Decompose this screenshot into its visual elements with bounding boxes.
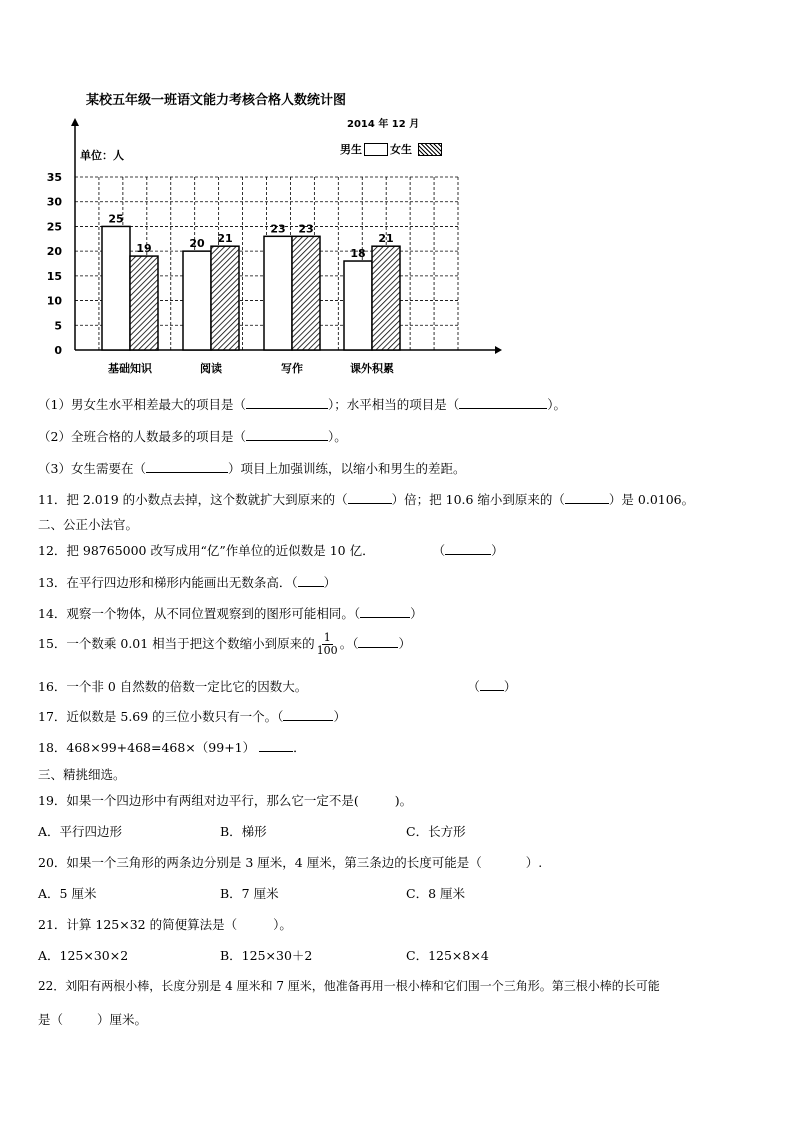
- bar-girls-3: [292, 236, 320, 350]
- answer-blank[interactable]: [246, 396, 328, 409]
- question-16: 16．一个非 0 自然数的倍数一定比它的因数大。 （ ）: [38, 679, 517, 694]
- y-tick-label: 35: [46, 171, 62, 184]
- x-tick-label: 写作: [281, 362, 303, 375]
- question-15: 15．一个数乘 0.01 相当于把这个数缩小到原来的 $\frac{1}{100}$ 。（ ）: [38, 631, 411, 657]
- bar-boys-1: [102, 226, 130, 350]
- bar-boys-4: [344, 261, 372, 350]
- data-label: 21: [378, 232, 394, 246]
- answer-blank[interactable]: [146, 460, 228, 473]
- question-11: 11．把 2.019 的小数点去掉，这个数就扩大到原来的（ ）倍；把 10.6 缩小到原来的（ ）是 0.0106。: [38, 492, 695, 507]
- option-b[interactable]: B．7 厘米: [220, 886, 279, 901]
- legend-label-boys: 男生: [340, 143, 362, 156]
- question-20: 20．如果一个三角形的两条边分别是 3 厘米，4 厘米，第三条边的长度可能是（ ）.: [38, 855, 543, 870]
- chart-unit-label: 单位：人: [80, 149, 124, 162]
- answer-blank[interactable]: [259, 739, 293, 752]
- option-b[interactable]: B．125×30＋2: [220, 948, 313, 963]
- data-label: 18: [350, 247, 366, 261]
- data-label: 20: [189, 237, 205, 251]
- question-18: 18．468×99+468=468×（99+1） ．: [38, 740, 306, 755]
- bar-chart: [40, 80, 520, 380]
- chart-canvas: [40, 80, 520, 380]
- y-tick-label: 5: [54, 319, 62, 333]
- y-tick-label: 30: [46, 195, 62, 209]
- option-c[interactable]: C．长方形: [406, 824, 466, 839]
- answer-blank[interactable]: [445, 542, 491, 555]
- y-tick-label: 25: [46, 220, 62, 234]
- question-2: （2）全班合格的人数最多的项目是（ ）。: [38, 429, 347, 444]
- data-label: 19: [136, 242, 152, 256]
- bar-boys-2: [183, 251, 211, 350]
- answer-blank[interactable]: [360, 605, 410, 618]
- answer-blank[interactable]: [298, 574, 324, 587]
- section-2-heading: 二、公正小法官。: [38, 517, 139, 532]
- legend-label-girls: 女生: [390, 143, 412, 156]
- fraction-one-hundredth: $\frac{1}{100}$: [316, 631, 338, 657]
- answer-blank[interactable]: [480, 678, 504, 691]
- x-axis-arrow: [495, 346, 502, 354]
- data-label: 23: [298, 222, 314, 236]
- answer-blank[interactable]: [358, 635, 398, 648]
- option-c[interactable]: C．8 厘米: [406, 886, 465, 901]
- x-tick-label: 课外积累: [350, 362, 394, 375]
- answer-blank[interactable]: [246, 428, 328, 441]
- bar-girls-4: [372, 246, 400, 350]
- bar-boys-3: [264, 236, 292, 350]
- question-22: 22．刘阳有两根小棒，长度分别是 4 厘米和 7 厘米，他准备再用一根小棒和它们围一个三角形。第三根小棒的长可能: [38, 979, 660, 993]
- question-12: 12．把 98765000 改写成用“亿”作单位的近似数是 10 亿． （ ）: [38, 543, 504, 558]
- chart-date: 2014 年 12 月: [347, 119, 420, 130]
- answer-blank[interactable]: [283, 708, 333, 721]
- option-c[interactable]: C．125×8×4: [406, 948, 489, 963]
- question-22-continued: 是（ ）厘米。: [38, 1012, 148, 1027]
- y-tick-label: 20: [46, 245, 62, 259]
- y-tick-label: 15: [46, 269, 62, 283]
- section-3-heading: 三、精挑细选。: [38, 767, 126, 782]
- option-a[interactable]: A．平行四边形: [38, 824, 123, 839]
- chart-legend: [340, 141, 444, 157]
- data-label: 21: [217, 232, 233, 246]
- question-19: 19．如果一个四边形中有两组对边平行，那么它一定不是( )。: [38, 793, 413, 808]
- x-tick-label: 阅读: [200, 362, 222, 375]
- chart-title: 某校五年级一班语文能力考核合格人数统计图: [86, 93, 347, 108]
- x-tick-label: 基础知识: [108, 362, 152, 375]
- bar-girls-1: [130, 256, 158, 350]
- answer-blank[interactable]: [565, 491, 609, 504]
- legend-swatch-girls: [418, 143, 442, 156]
- answer-blank[interactable]: [459, 396, 547, 409]
- bar-girls-2: [211, 246, 239, 350]
- question-17: 17．近似数是 5.69 的三位小数只有一个。（ ）: [38, 709, 346, 724]
- y-axis-arrow: [71, 118, 79, 126]
- data-label: 25: [108, 212, 124, 226]
- y-tick-label: 10: [46, 294, 62, 308]
- question-1: （1）男女生水平相差最大的项目是（ ）；水平相当的项目是（ ）。: [38, 397, 566, 412]
- question-3: （3）女生需要在（ ）项目上加强训练，以缩小和男生的差距。: [38, 461, 466, 476]
- option-a[interactable]: A．5 厘米: [38, 886, 97, 901]
- answer-blank[interactable]: [348, 491, 392, 504]
- data-label: 23: [270, 222, 286, 236]
- question-13: 13．在平行四边形和梯形内能画出无数条高．（ ）: [38, 575, 337, 590]
- y-tick-label: 0: [54, 344, 62, 357]
- legend-swatch-boys: [364, 143, 388, 156]
- option-a[interactable]: A．125×30×2: [38, 948, 129, 963]
- question-14: 14．观察一个物体，从不同位置观察到的图形可能相同。（ ）: [38, 606, 423, 621]
- question-21: 21．计算 125×32 的简便算法是（ ）。: [38, 917, 292, 932]
- option-b[interactable]: B．梯形: [220, 824, 267, 839]
